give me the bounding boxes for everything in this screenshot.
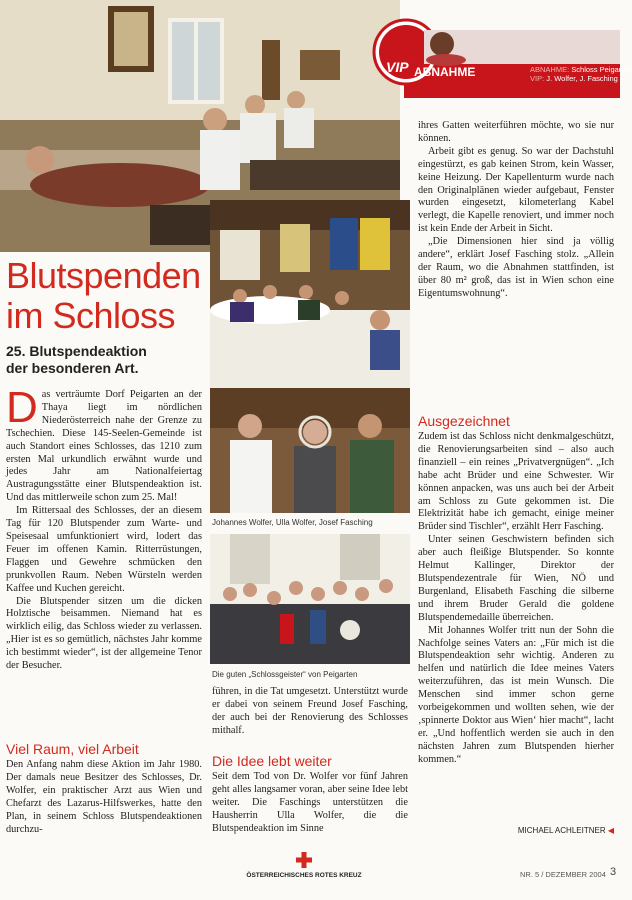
intro-paragraph	[6, 383, 202, 505]
badge-line2-value: J. Wolfer, J. Fasching	[546, 74, 618, 83]
paragraph-dimensionen: „Die Dimensionen hier sind ja völlig andere“, erklärt Josef Fasching stolz. „Allein der Raum, wo die Abnahmen stattfinden, ist über 80 m² groß, das ist in Wien schon eine Eigentumswohnung“.	[418, 236, 614, 299]
heading-idee: Die Idee lebt weiter	[212, 753, 332, 769]
column-1	[6, 383, 202, 673]
badge-line2-label: VIP:	[530, 74, 545, 83]
subtitle-line-1: 25. Blutspendeaktion	[6, 343, 147, 359]
page-number: 3	[610, 866, 617, 878]
badge-line1-value: Schloss Peigarten	[571, 65, 632, 74]
photo-group	[210, 534, 410, 664]
intro-text: as verträumte Dorf Peigarten an der Thaya liegt im nördlichen Niederösterreich nahe der Grenze zu Tschechien. Diese 145-Seelen-Gemeinde ist auch Standort eines Schlosses, das 1210 zum ersten Mal urkundlich erwähnt wurde und jedes Jahr am Nationalfeiertag Austragungsstätte einer Blutspendeaktion ist. Und das mittlerweile schon zum 25. Mal!	[6, 389, 202, 504]
caption-hosts: Johannes Wolfer, Ulla Wolfer, Josef Fasching	[212, 518, 373, 527]
drop-cap: D	[6, 383, 38, 432]
article-subtitle	[6, 343, 206, 377]
column-1-bottom	[6, 759, 202, 836]
badge-info	[530, 65, 632, 83]
red-cross-icon	[296, 852, 312, 868]
subtitle-line-2: der besonderen Art.	[6, 360, 139, 376]
paragraph-arbeit: Arbeit gibt es genug. So war der Dachstuhl eingestürzt, es gab keinen Strom, kein Wasser, keine Heizung. Der Kapellenturm wurde nach den Originalplänen wieder aufgebaut, Fenster wurden eingesetzt, kilometerlang Kabel verlegt, die Kapelle renoviert, und immer noch ist kein Ende der Arbeit in Sicht.	[418, 145, 614, 235]
paragraph-anfang: Den Anfang nahm diese Aktion im Jahr 1980. Der damals neue Besitzer des Schlosses, Dr. Wolfer, ein praktischer Arzt aus Wien und Chefarzt des Lazarus-Hilfswerkes, hatte den Plan, in seinem Schloss Blutspendeaktionen durchzu-	[6, 759, 202, 835]
vip-badge	[366, 14, 632, 98]
column-3-bottom	[418, 431, 614, 767]
column-3	[418, 120, 614, 301]
end-mark-icon: ◀	[607, 826, 614, 835]
title-line-1: Blutspenden	[6, 255, 201, 296]
paragraph-gatten: ihres Gatten weiterführen möchte, wo sie nur können.	[418, 120, 614, 144]
paragraph-idee: Seit dem Tod von Dr. Wolfer vor fünf Jahren geht alles langsamer voran, aber seine Idee lebt weiter. Die Faschings unterstützen die Hausherrin Ulla Wolfer, die die Blutspendeaktion im Sinne	[212, 771, 408, 834]
badge-line1-label: ABNAHME:	[530, 65, 570, 74]
footer-org: ÖSTERREICHISCHES ROTES KREUZ	[246, 872, 362, 879]
column-2	[212, 686, 408, 738]
article-title	[6, 256, 206, 336]
badge-section-label: ABNAHME	[414, 65, 476, 79]
heading-viel-raum: Viel Raum, viel Arbeit	[6, 741, 139, 757]
footer-issue: NR. 5 / DEZEMBER 2004	[520, 870, 606, 879]
paragraph-denkmal: Zudem ist das Schloss nicht denkmalgeschützt, die Renovierungsarbeiten sind – also auch finanziell – ein reines „Privatvergnügen“. „Ich habe acht Brüder und eine Schwester. Wir können anpacken, was uns auch bei der Arbeit am Schloss zu Gute gekommen ist. Die Elektrizität habe ich gemacht, einige meiner Brüder sind Tischler“, erzählt Herr Fasching.	[418, 431, 614, 533]
paragraph-blutspender: Die Blutspender sitzen um die dicken Holztische beisammen. Niemand hat es wirklich eilig, das Schloss wieder zu verlassen. „Hier ist es so gemütlich, nächstes Jahr komme ich bestimmt wieder“, ist der allgemeine Tenor der Besucher.	[6, 595, 202, 672]
paragraph-rittersaal: Im Rittersaal des Schlosses, der an diesem Tag für 120 Blutspender zum Warte- und Speisesaal umfunktioniert wird, lodert das Feuer im offenen Kamin. Ritterrüstungen, Flaggen und Gewehre schmücken den prunkvollen Raum. Neben Würsteln werden Kaffee und Kuchen gereicht.	[6, 505, 202, 594]
author-line	[418, 826, 614, 835]
photo-hosts	[210, 388, 410, 513]
caption-group: Die guten „Schlossgeister“ von Peigarten	[212, 670, 358, 679]
paragraph-fortsetzung: führen, in die Tat umgesetzt. Unterstützt wurde er dabei von seinem Freund Josef Fasching, der auch bei der Renovierung des Schlosses mithalf.	[212, 686, 408, 736]
paragraph-johannes: Mit Johannes Wolfer tritt nun der Sohn die Nachfolge seines Vaters an: „Für mich ist die Blutspendeaktion sehr wichtig. Anderen zu helfen und natürlich die Idee meines Vaters weiterzuführen, das ist mein Wunsch. Die Menschen sind immer schon gerne vorbeigekommen und wollten sehen, wie der ‚spinnerte Doktor aus Wien‘ hier macht“, lacht er. „Und hoffentlich werden sie auch in den nächsten Jahren zum Blutspenden hierher kommen.“	[418, 624, 614, 765]
photo-rittersaal	[210, 200, 410, 388]
column-2-bottom	[212, 771, 408, 836]
title-line-2: im Schloss	[6, 295, 176, 336]
author-name: MICHAEL ACHLEITNER	[517, 826, 606, 835]
paragraph-geschwister: Unter seinen Geschwistern befinden sich aber auch fleißige Blutspender. So konnte Helmut Kallinger, Direktor der Blutspendezentrale für Wien, NÖ und Burgenland, Elisabeth Fasching die silberne und ihrem Bruder Gerald die goldene Blutspendemedaille überreichen.	[418, 534, 614, 623]
heading-ausgezeichnet: Ausgezeichnet	[418, 413, 510, 429]
vip-logo-text: VIP	[386, 59, 409, 75]
